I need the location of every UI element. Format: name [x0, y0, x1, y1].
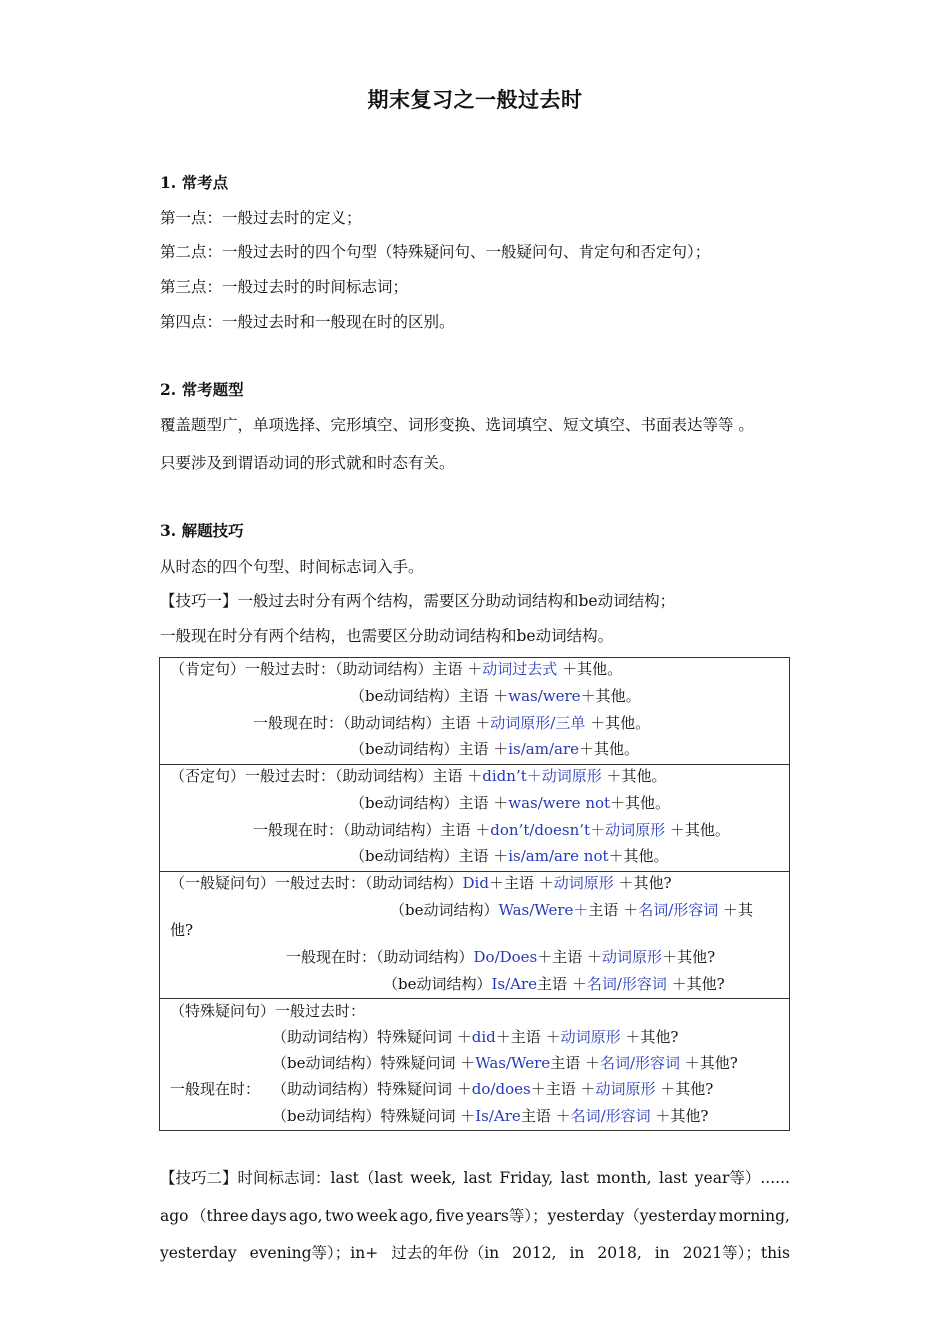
general-question-row-2-wrap: 他?	[170, 921, 194, 939]
question-types-note: 只要涉及到谓语动词的形式就和时态有关。	[160, 454, 455, 472]
tips-intro: 从时态的四个句型、时间标志词入手。	[160, 558, 424, 576]
tip-2-line-3: yesterday evening等）；in+ 过去的年份（in 2012, in 2018, in 2021等）；this	[160, 1244, 790, 1262]
negative-row-2: （be动词结构）主语 ＋was/were not＋其他。	[350, 794, 671, 812]
affirmative-row-2: （be动词结构）主语 ＋was/were＋其他。	[350, 687, 641, 705]
section-heading-3: 3. 解题技巧	[160, 521, 244, 540]
negative-row-1: （否定句）一般过去时：（助动词结构）主语 ＋didn’t＋动词原形 ＋其他。	[170, 767, 667, 785]
affirmative-row-3: 一般现在时：（助动词结构）主语 ＋动词原形/三单 ＋其他。	[253, 714, 651, 732]
tip-2-line-2: ago （three days ago, two week ago, five years等）；yesterday（yesterday morning,	[160, 1207, 790, 1225]
affirmative-row-4: （be动词结构）主语 ＋is/am/are＋其他。	[350, 740, 640, 758]
wh-question-row-3: （助动词结构）特殊疑问词 ＋do/does＋主语 ＋动词原形 ＋其他?	[272, 1080, 714, 1098]
table-divider	[160, 871, 789, 872]
wh-question-row-4: （be动词结构）特殊疑问词 ＋Is/Are主语 ＋名词/形容词 ＋其他?	[272, 1107, 709, 1125]
tip-1-line-2: 一般现在时分有两个结构，也需要区分助动词结构和be动词结构。	[160, 627, 614, 645]
wh-question-row-0: （特殊疑问句）一般过去时：	[170, 1002, 366, 1020]
point-2: 第二点：一般过去时的四个句型（特殊疑问句、一般疑问句、肯定句和否定句）；	[160, 243, 711, 261]
page-title: 期末复习之一般过去时	[367, 87, 583, 112]
affirmative-row-1: （肯定句）一般过去时：（助动词结构）主语 ＋动词过去式 ＋其他。	[170, 660, 623, 678]
wh-question-row-2: （be动词结构）特殊疑问词 ＋Was/Were主语 ＋名词/形容词 ＋其他?	[272, 1054, 738, 1072]
general-question-row-2: （be动词结构）Was/Were＋主语 ＋名词/形容词 ＋其	[390, 901, 754, 919]
question-types-line: 覆盖题型广，单项选择、完形填空、词形变换、选词填空、短文填空、书面表达等等 。	[160, 416, 754, 434]
general-question-row-3: 一般现在时：（助动词结构）Do/Does＋主语 ＋动词原形＋其他?	[286, 948, 716, 966]
point-3: 第三点：一般过去时的时间标志词；	[160, 278, 409, 296]
table-divider	[160, 998, 789, 999]
negative-row-3: 一般现在时：（助动词结构）主语 ＋don’t/doesn’t＋动词原形 ＋其他。	[253, 821, 730, 839]
section-heading-1: 1. 常考点	[160, 173, 229, 192]
general-question-row-1: （一般疑问句）一般过去时：（助动词结构）Did＋主语 ＋动词原形 ＋其他?	[170, 874, 672, 892]
negative-row-4: （be动词结构）主语 ＋is/am/are not＋其他。	[350, 847, 669, 865]
tense-structure-table	[159, 657, 790, 1131]
general-question-row-4: （be动词结构）Is/Are主语 ＋名词/形容词 ＋其他?	[383, 975, 725, 993]
wh-question-row-1: （助动词结构）特殊疑问词 ＋did＋主语 ＋动词原形 ＋其他?	[272, 1028, 679, 1046]
section-heading-2: 2. 常考题型	[160, 380, 244, 399]
tip-2-line-1: 【技巧二】时间标志词：last（last week, last Friday, last month, last year等）......	[160, 1169, 790, 1187]
wh-question-row-3-label: 一般现在时：	[170, 1080, 261, 1098]
table-divider	[160, 764, 789, 765]
point-4: 第四点：一般过去时和一般现在时的区别。	[160, 313, 455, 331]
tip-1-line-1: 【技巧一】一般过去时分有两个结构，需要区分助动词结构和be动词结构；	[160, 592, 676, 610]
point-1: 第一点：一般过去时的定义；	[160, 209, 362, 227]
